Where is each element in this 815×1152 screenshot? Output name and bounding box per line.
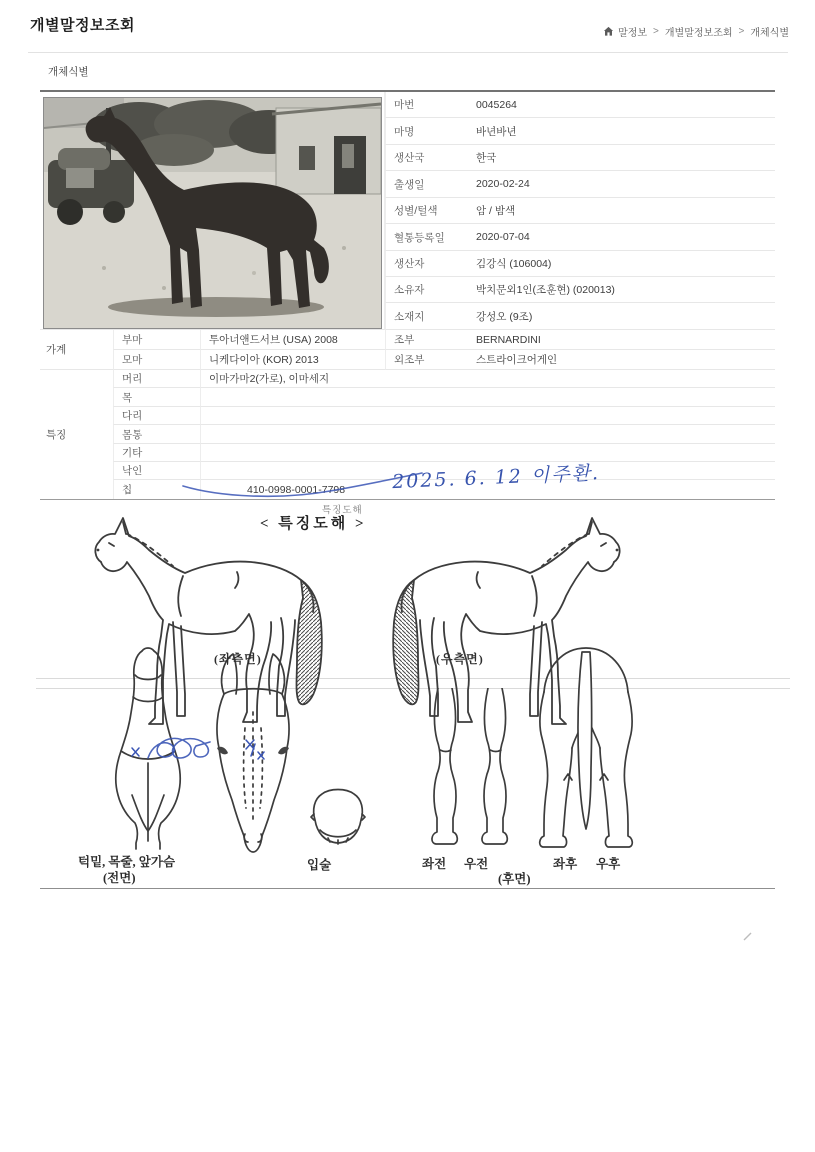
diagram-caption: 특징도해 xyxy=(322,505,363,516)
photo-cell xyxy=(40,92,385,330)
pedigree-section-label: 가계 xyxy=(40,330,113,370)
front-legs-drawing xyxy=(420,688,524,858)
field-label: 소유자 xyxy=(385,277,468,303)
dam-value: 니케다이아 (KOR) 2013 xyxy=(200,350,385,370)
field-label: 성별/털색 xyxy=(385,198,468,224)
field-value: 2020-02-24 xyxy=(468,171,775,198)
label-hind-left-leg: 좌후 xyxy=(553,857,578,871)
home-icon[interactable] xyxy=(603,26,614,37)
field-value: 암 / 밤색 xyxy=(468,198,775,224)
field-label: 마번 xyxy=(385,92,468,118)
feature-value xyxy=(200,388,775,407)
field-label: 소재지 xyxy=(385,303,468,330)
field-value: 강성오 (9조) xyxy=(468,303,775,330)
sire-value: 투아너앤드서브 (USA) 2008 xyxy=(200,330,385,350)
breadcrumb-item-identification: 개체식별 xyxy=(750,28,789,39)
breadcrumb-separator: > xyxy=(653,26,659,37)
field-label: 마명 xyxy=(385,118,468,145)
front-underside-drawing xyxy=(102,645,194,852)
maternal-grandsire-value: 스트라이크어게인 xyxy=(468,350,775,370)
field-label: 생산국 xyxy=(385,145,468,171)
breadcrumb-separator: > xyxy=(738,26,745,37)
feature-label: 몸통 xyxy=(113,425,200,444)
field-value: 바년바년 xyxy=(468,118,775,145)
paternal-grandsire-label: 조부 xyxy=(385,330,468,350)
feature-label: 낙인 xyxy=(113,462,200,480)
chip-number: 410-0998-0001-7798 xyxy=(200,480,775,499)
page-title: 개별말정보조회 xyxy=(30,17,135,34)
label-right-side-view: (우측면) xyxy=(436,652,484,666)
section-title: 개체식별 xyxy=(48,66,89,78)
field-value: 2020-07-04 xyxy=(468,224,775,251)
feature-label: 목 xyxy=(113,388,200,407)
breadcrumb-item-horse-info[interactable]: 말정보 xyxy=(618,28,648,39)
label-left-side-view: (좌측면) xyxy=(214,652,262,666)
label-lips: 입술 xyxy=(307,858,332,872)
breadcrumb-item-individual-lookup[interactable]: 개별말정보조회 xyxy=(664,28,733,39)
sire-label: 부마 xyxy=(113,330,200,350)
face-view-drawing xyxy=(198,652,308,858)
lips-drawing xyxy=(306,786,370,852)
label-front-right-leg: 우전 xyxy=(464,857,489,871)
identification-table xyxy=(40,90,775,500)
label-hind-right-leg: 우후 xyxy=(596,857,621,871)
field-value: 0045264 xyxy=(468,92,775,118)
scan-artifact xyxy=(742,930,754,942)
label-front-view: (전면) xyxy=(103,871,136,885)
field-label: 생산자 xyxy=(385,251,468,277)
features-section-label: 특징 xyxy=(46,429,67,441)
label-rear-view: (후면) xyxy=(498,872,531,886)
feature-diagram-section xyxy=(40,500,775,889)
dam-label: 모마 xyxy=(113,350,200,370)
field-label: 출생일 xyxy=(385,171,468,198)
feature-value xyxy=(200,407,775,425)
horse-photo xyxy=(44,98,381,328)
paternal-grandsire-value: BERNARDINI xyxy=(468,330,775,350)
diagram-title: < 특징도해 > xyxy=(260,516,367,532)
field-value: 박치문외1인(조훈현) (020013) xyxy=(468,277,775,303)
feature-label: 다리 xyxy=(113,407,200,425)
feature-value xyxy=(200,425,775,444)
header-divider xyxy=(28,52,788,53)
field-label: 혈통등록일 xyxy=(385,224,468,251)
feature-label: 기타 xyxy=(113,444,200,462)
maternal-grandsire-label: 외조부 xyxy=(385,350,468,370)
handwritten-date-signature: 2025. 6. 12 이주환. xyxy=(391,462,601,494)
feature-value: 이마가마2(가로), 이마세지 xyxy=(200,370,775,388)
chip-label: 칩 xyxy=(113,480,200,499)
field-value: 김강식 (106004) xyxy=(468,251,775,277)
rear-view-drawing xyxy=(528,628,644,856)
feature-label: 머리 xyxy=(113,370,200,388)
feature-value xyxy=(200,444,775,462)
breadcrumb xyxy=(603,24,789,39)
label-front-parts: 턱밑, 목줄, 앞가슴 xyxy=(78,855,176,869)
label-front-left-leg: 좌전 xyxy=(422,857,447,871)
field-value: 한국 xyxy=(468,145,775,171)
